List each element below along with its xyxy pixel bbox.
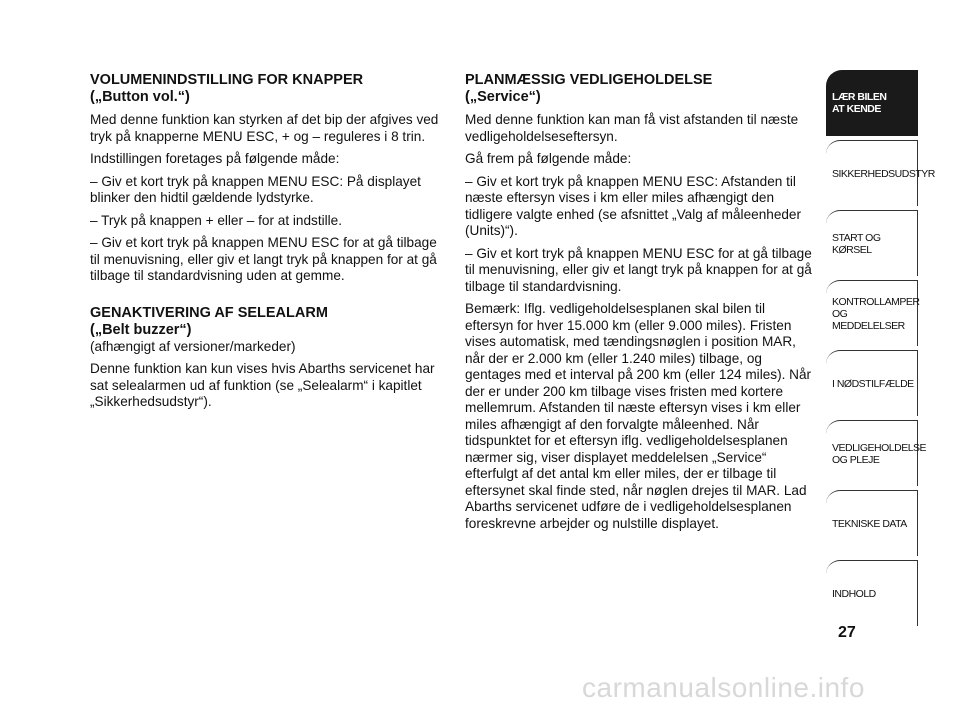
chapter-tabs xyxy=(826,70,935,630)
section-subtitle-line: („Button vol.“) xyxy=(90,89,190,105)
tab-start-og-koersel[interactable] xyxy=(826,210,918,276)
paragraph: Med denne funktion kan man få vist afstanden til næste vedligeholdelseseftersyn. xyxy=(465,112,799,144)
section-title-line: VOLUMENINDSTILLING FOR KNAPPER xyxy=(90,72,364,88)
tab-sikkerhedsudstyr[interactable] xyxy=(826,140,935,206)
paragraph: Indstillingen foretages på følgende måde: xyxy=(90,151,340,166)
tab-label: START OG KØRSEL xyxy=(832,231,881,256)
tab-label: KONTROLLAMPER OG MEDDELELSER xyxy=(832,295,920,332)
paragraph: – Giv et kort tryk på knappen MENU ESC: Afstanden til næste eftersyn vises i km eller miles afhængigt den tidligere valgte enhed (se afsnittet „Valg af måleenheder (Units)“). xyxy=(465,173,802,238)
paragraph: Med denne funktion kan styrken af det bip der afgives ved tryk på knapperne MENU ESC, + og – reguleres i 8 trin. xyxy=(90,112,439,144)
tab-label: I NØDSTILFÆLDE xyxy=(832,377,914,390)
section-title-button-volume xyxy=(90,72,440,106)
tab-i-noedstilfaelde[interactable] xyxy=(826,350,918,416)
section-note: (afhængigt af versioner/markeder) xyxy=(90,338,296,354)
paragraph: Bemærk: Iflg. vedligeholdelsesplanen skal bilen til eftersyn for hver 15.000 km (eller 9.000 miles). Fristen vises automatisk, med tændingsnøglen i position MAR, når der er 2.000 km (eller 1.240 miles) tilbage, og gentages med et interval på 200 km (eller 124 miles). Når der er under 200 km tilbage vises fristen med kortere mellemrum. Afstanden til næste eftersyn vises i km eller miles afhængigt af den forvalgte måleenhed. Når tidspunktet for et eftersyn iflg. vedligeholdelsesplanen nærmer sig, viser displayet meddelelsen „Service“ efterfulgt af det antal km eller miles, der er tilbage til eftersynet skal finde sted, når nøglen drejes til MAR. Lad Abarths servicenet udføre de i vedligeholdelsesplanen foreskrevne arbejder og nulstille displayet. xyxy=(465,301,812,531)
tab-label: SIKKERHEDSUDSTYR xyxy=(832,167,935,180)
paragraph: – Giv et kort tryk på knappen MENU ESC for at gå tilbage til menuvisning, eller giv et langt tryk på knappen for at gå tilbage til standardvisning. xyxy=(465,245,812,294)
section-subtitle-line: („Belt buzzer“) xyxy=(90,321,192,338)
tab-label: VEDLIGEHOLDELSE OG PLEJE xyxy=(832,441,927,466)
section-title-line: GENAKTIVERING AF SELEALARM xyxy=(90,304,328,321)
paragraph: – Giv et kort tryk på knappen MENU ESC: På displayet blinker den hidtil gældende lydstyrke. xyxy=(90,173,421,205)
tab-vedligeholdelse[interactable] xyxy=(826,420,927,486)
watermark: carmanualsonline.info xyxy=(582,672,865,703)
tab-indhold[interactable] xyxy=(826,560,918,626)
paragraph: Gå frem på følgende måde: xyxy=(465,151,632,166)
section-title-service xyxy=(465,72,817,106)
tab-label: INDHOLD xyxy=(832,587,876,600)
tab-label: TEKNISKE DATA xyxy=(832,517,907,530)
left-column xyxy=(90,72,440,417)
tab-tekniske-data[interactable] xyxy=(826,490,918,556)
paragraph: – Tryk på knappen + eller – for at indstille. xyxy=(90,212,343,228)
page-number: 27 xyxy=(838,624,856,641)
right-column xyxy=(465,72,817,538)
section-subtitle-line: („Service“) xyxy=(465,89,541,105)
tab-kontrollamper[interactable] xyxy=(826,280,918,346)
paragraph: – Giv et kort tryk på knappen MENU ESC for at gå tilbage til menuvisning, eller giv et langt tryk på knappen for at gå tilbage til standardvisning uden at gemme. xyxy=(90,235,437,283)
section-title-line: PLANMÆSSIG VEDLIGEHOLDELSE xyxy=(465,72,713,88)
paragraph: Denne funktion kan kun vises hvis Abarths servicenet har sat selealarmen ud af funktion (se „Selealarm“ i kapitlet „Sikkerhedsudstyr“). xyxy=(90,361,435,409)
tab-label: LÆR BILEN AT KENDE xyxy=(832,91,887,115)
section-title-belt-buzzer xyxy=(90,305,440,339)
tab-laer-bilen-at-kende[interactable] xyxy=(826,70,918,136)
